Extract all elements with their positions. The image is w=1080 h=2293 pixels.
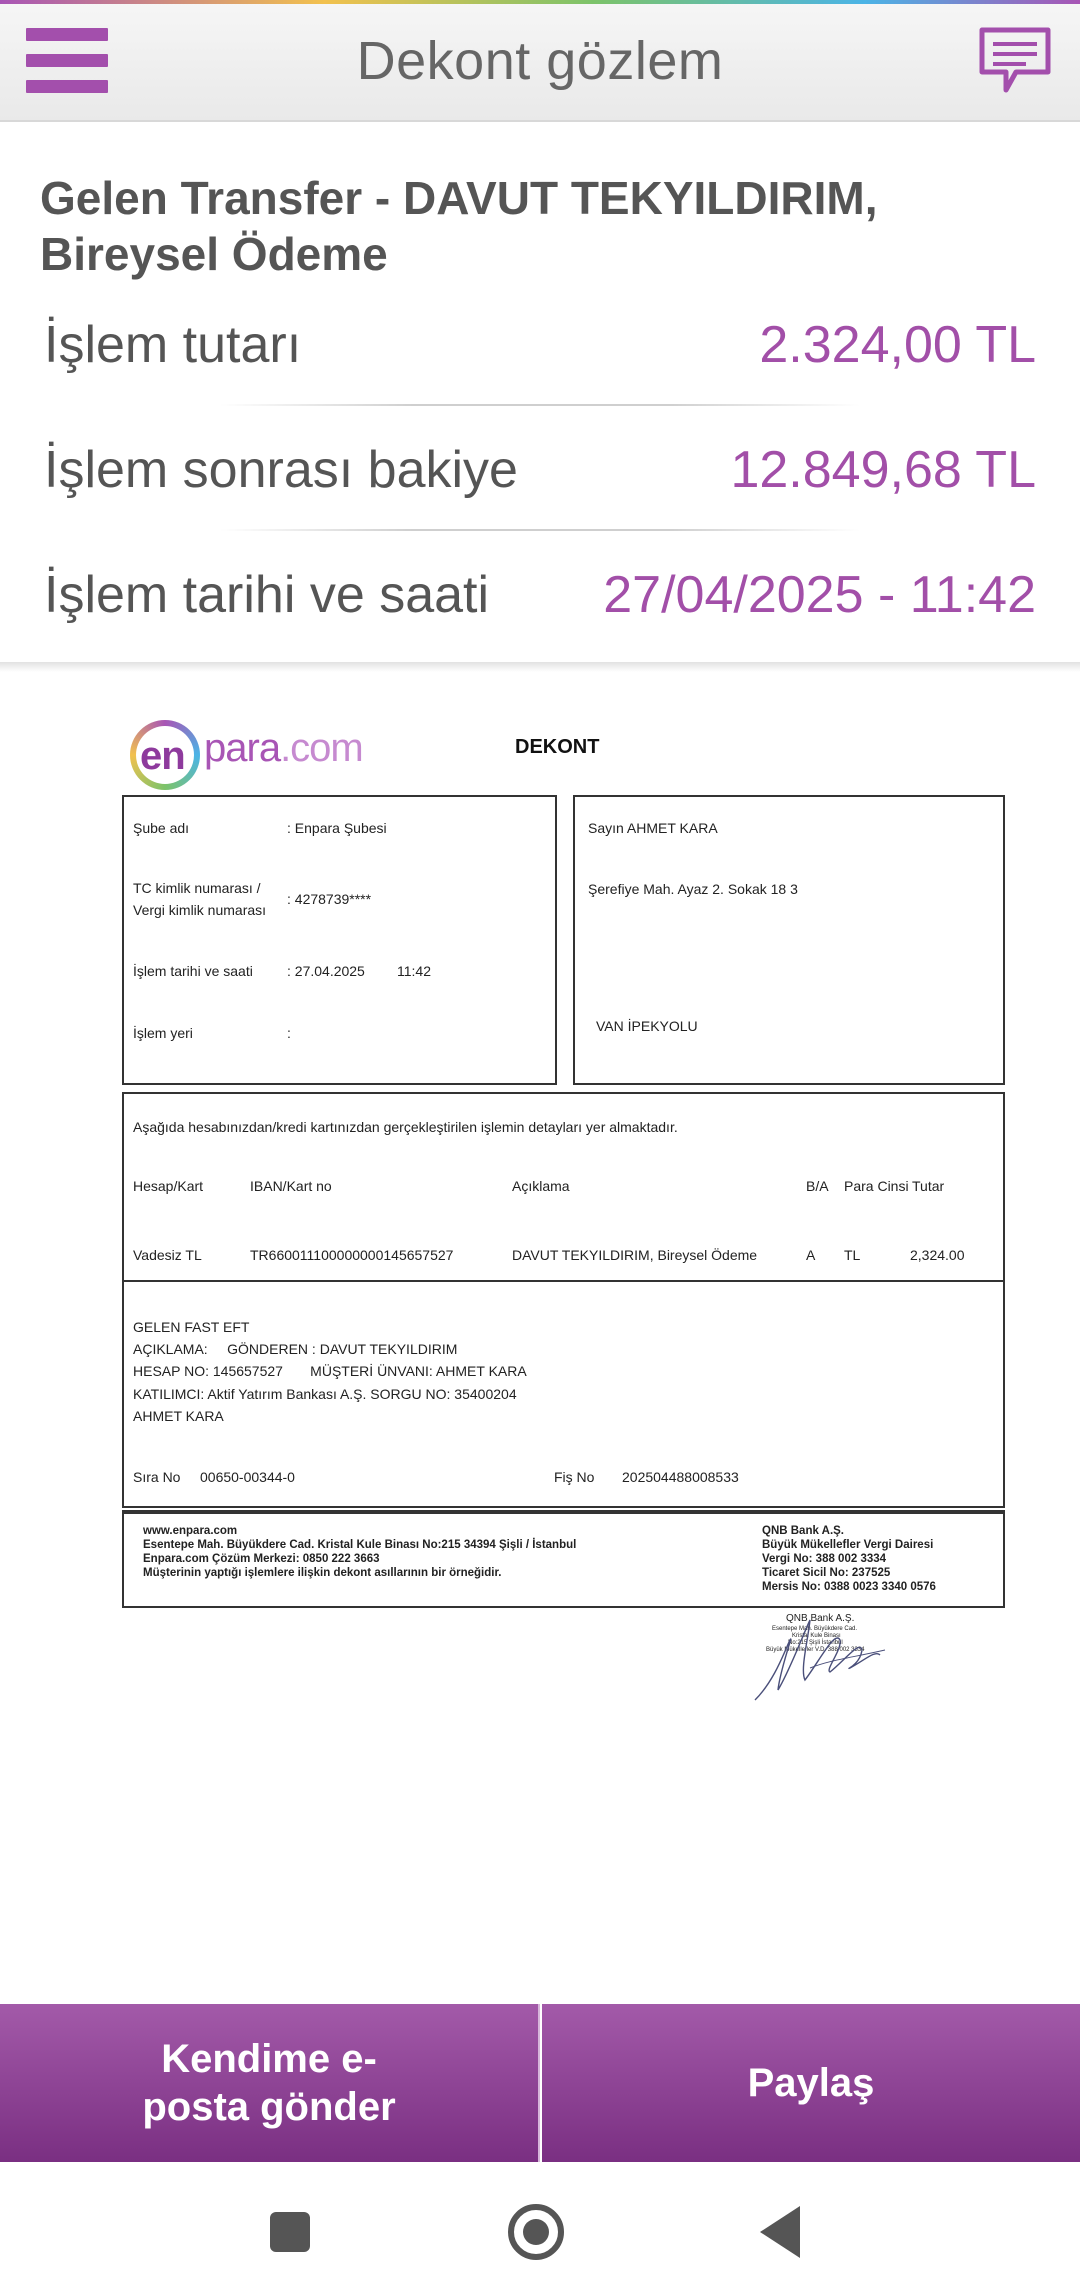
system-nav-bar xyxy=(0,2162,1080,2293)
enpara-logo: en para.com xyxy=(130,714,350,794)
header-accent-strip xyxy=(0,0,1080,4)
app-header xyxy=(0,0,1080,122)
divider xyxy=(220,404,860,406)
sira-label: Sıra No xyxy=(133,1469,181,1485)
col-description: Açıklama xyxy=(512,1178,570,1194)
datetime-value: 27/04/2025 - 11:42 xyxy=(603,566,1036,624)
home-icon[interactable] xyxy=(508,2204,564,2260)
footer-tax-no: Vergi No: 388 002 3334 xyxy=(762,1553,887,1565)
detail-line-1: GELEN FAST EFT xyxy=(133,1319,250,1335)
sira-value: 00650-00344-0 xyxy=(200,1469,295,1485)
transaction-title: Gelen Transfer - DAVUT TEKYILDIRIM, Bireysel Ödeme xyxy=(40,172,878,280)
detail-line-5: AHMET KARA xyxy=(133,1408,224,1424)
customer-city: VAN İPEKYOLU xyxy=(596,1018,698,1034)
date-value: : 27.04.2025 xyxy=(287,963,365,979)
footer-trade-no: Ticaret Sicil No: 237525 xyxy=(762,1567,891,1579)
customer-name: Sayın AHMET KARA xyxy=(588,820,718,836)
customer-address: Şerefiye Mah. Ayaz 2. Sokak 18 3 xyxy=(588,881,798,897)
cell-currency: TL xyxy=(844,1247,861,1263)
date-label: İşlem tarihi ve saati xyxy=(133,963,253,979)
amount-value: 2.324,00 TL xyxy=(759,316,1036,374)
footer-tax-office: Büyük Mükellefler Vergi Dairesi xyxy=(762,1539,934,1551)
back-icon[interactable] xyxy=(760,2206,800,2258)
footer-mersis-no: Mersis No: 0388 0023 3340 0576 xyxy=(762,1581,936,1593)
tc-label: TC kimlik numarası / xyxy=(133,880,261,896)
divider xyxy=(220,529,860,531)
col-iban: IBAN/Kart no xyxy=(250,1178,332,1194)
transaction-summary xyxy=(0,122,1080,667)
fis-label: Fiş No xyxy=(554,1469,595,1485)
footer-address: Esentepe Mah. Büyükdere Cad. Kristal Kule Binası No:215 34394 Şişli / İstanbul xyxy=(143,1539,577,1551)
place-label: İşlem yeri xyxy=(133,1025,193,1041)
cell-iban: TR660011100000000145657527 xyxy=(250,1247,454,1263)
receipt-document xyxy=(0,672,1080,2002)
tc-label-2: Vergi kimlik numarası xyxy=(133,902,267,918)
cell-amount: 2,324.00 xyxy=(910,1247,965,1263)
amount-row xyxy=(44,305,1036,385)
section-shadow xyxy=(0,662,1080,672)
col-account: Hesap/Kart xyxy=(133,1178,204,1194)
balance-label: İşlem sonrası bakiye xyxy=(44,441,518,499)
cell-account: Vadesiz TL xyxy=(133,1247,202,1263)
fis-value: 202504488008533 xyxy=(622,1469,739,1485)
customer-info-box xyxy=(573,795,1005,1085)
detail-line-4: KATILIMCI: Aktif Yatırım Bankası A.Ş. SORGU NO: 35400204 xyxy=(133,1386,517,1402)
time-value: 11:42 xyxy=(397,963,431,979)
col-currency: Para Cinsi xyxy=(844,1178,909,1194)
tc-value: : 4278739**** xyxy=(287,891,372,907)
email-myself-button[interactable]: Kendime e-posta gönder xyxy=(0,2004,540,2162)
bank-stamp-signature: QNB Bank A.Ş. Esentepe Mah. Büyükdere Cad. Kristal Kule Binası No:215 Şişli İstanbul Büyük Mükellefler V.D. 388 002 3334 xyxy=(750,1610,900,1705)
branch-value: : Enpara Şubesi xyxy=(287,820,387,836)
cell-description: DAVUT TEKYILDIRIM, Bireysel Ödeme xyxy=(512,1247,758,1263)
recents-icon[interactable] xyxy=(270,2212,310,2252)
table-intro: Aşağıda hesabınızdan/kredi kartınızdan gerçekleştirilen işlemin detayları yer almaktadır. xyxy=(133,1119,678,1135)
balance-row xyxy=(44,430,1036,510)
divider xyxy=(122,1280,1005,1282)
cell-ba: A xyxy=(806,1247,816,1263)
col-amount: Tutar xyxy=(912,1178,945,1194)
action-bar xyxy=(0,2004,1080,2162)
datetime-label: İşlem tarihi ve saati xyxy=(44,566,490,624)
place-value: : xyxy=(287,1025,291,1041)
receipt-title: DEKONT xyxy=(515,736,600,758)
col-ba: B/A xyxy=(806,1178,829,1194)
detail-line-2: AÇIKLAMA: GÖNDEREN : DAVUT TEKYILDIRIM xyxy=(133,1341,458,1357)
amount-label: İşlem tutarı xyxy=(44,316,302,374)
balance-value: 12.849,68 TL xyxy=(730,441,1036,499)
divider xyxy=(122,1510,1005,1512)
page-title: Dekont gözlem xyxy=(356,31,724,91)
share-button[interactable]: Paylaş xyxy=(542,2004,1080,2162)
datetime-row xyxy=(44,555,1036,635)
branch-label: Şube adı xyxy=(133,820,190,836)
footer-website: www.enpara.com xyxy=(143,1525,238,1537)
footer-note: Müşterinin yaptığı işlemlere ilişkin dekont asıllarının bir örneğidir. xyxy=(143,1567,502,1579)
detail-line-3: HESAP NO: 145657527 MÜŞTERİ ÜNVANI: AHMET KARA xyxy=(133,1363,527,1379)
footer-phone: Enpara.com Çözüm Merkezi: 0850 222 3663 xyxy=(143,1553,380,1565)
chat-icon[interactable] xyxy=(976,24,1054,98)
footer-bank-name: QNB Bank A.Ş. xyxy=(762,1525,845,1537)
